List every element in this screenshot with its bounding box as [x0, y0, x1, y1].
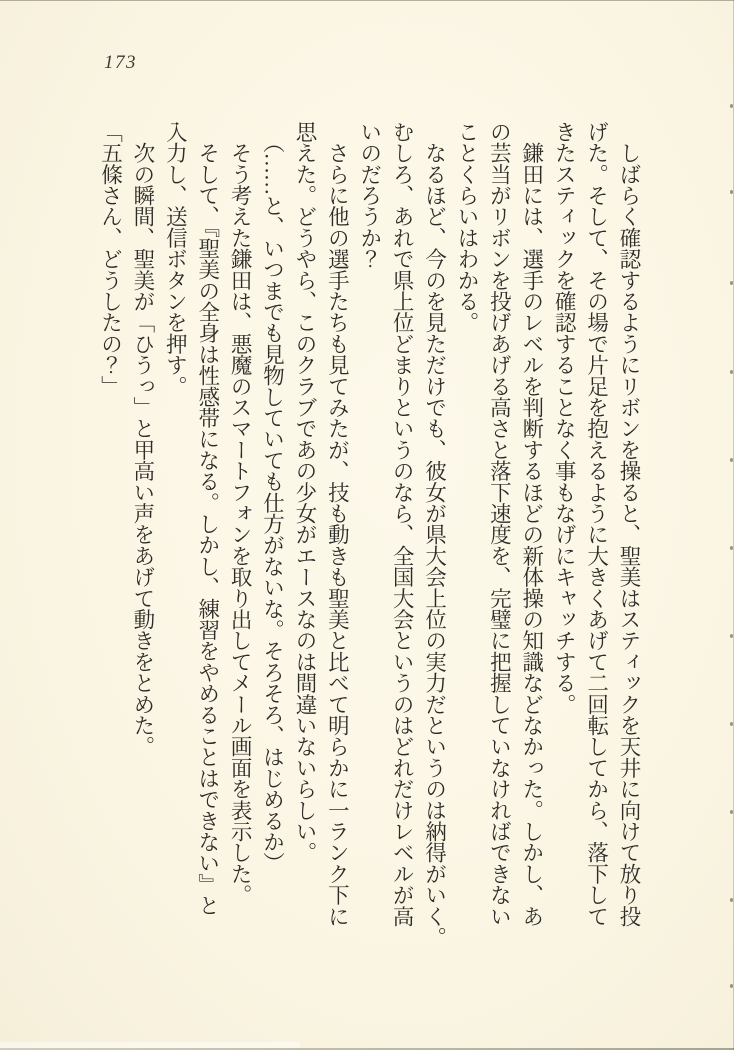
page-edge-top	[0, 0, 734, 1]
page-edge-bottom-highlight	[0, 1042, 300, 1048]
text-line: 「五條さん、どうしたの？」	[98, 121, 123, 397]
body-text	[94, 121, 645, 953]
text-line: さらに他の選手たちも見てみたが、技も動きも聖美と比べて明らかに一ランク下に	[325, 121, 350, 927]
text-line: 思えた。どうやら、このクラブであの少女がエースなのは間違いないらしい。	[292, 121, 317, 864]
text-line: しばらく確認するようにリボンを操ると、聖美はスティックを天井に向けて放り投	[617, 121, 641, 927]
binding-speck	[730, 190, 733, 194]
text-line: そして、『聖美の全身は性感帯になる。しかし、練習をやめることはできない』と	[195, 121, 220, 916]
binding-speck	[730, 104, 733, 108]
text-line: （……と、いつまでも見物していても仕方がないな。そろそろ、はじめるか）	[260, 121, 285, 874]
text-line: きたスティックを確認することなく事もなげにキャッチする。	[552, 121, 577, 715]
text-line: なるほど、今のを見ただけでも、彼女が県大会上位の実力だというのは納得がいく。	[422, 121, 447, 948]
text-line: 次の瞬間、聖美が「ひうっ」と甲高い声をあげて動きをとめた。	[130, 121, 155, 758]
page-number: 173	[104, 52, 137, 73]
binding-speck	[730, 281, 733, 285]
text-line: いのだろうか？	[357, 121, 382, 270]
binding-speck	[730, 984, 733, 988]
binding-speck	[730, 722, 733, 726]
text-line: そう考えた鎌田は、悪魔のスマートフォンを取り出してメール画面を表示した。	[228, 121, 253, 906]
binding-speck	[730, 546, 733, 550]
text-line: げた。そして、その場で片足を抱えるように大きくあげて二回転してから、落下して	[584, 121, 609, 927]
text-line: 入力し、送信ボタンを押す。	[163, 121, 188, 397]
binding-speck	[730, 370, 733, 374]
text-line: の芸当がリボンを投げあげる高さと落下速度を、完璧に把握していなければできない	[487, 121, 512, 927]
text-line: ことくらいはわかる。	[454, 121, 479, 334]
binding-speck	[730, 634, 733, 638]
binding-speck	[730, 898, 733, 902]
text-line: むしろ、あれで県上位どまりというのなら、全国大会というのはどれだけレベルが高	[390, 121, 415, 927]
binding-speck	[730, 458, 733, 462]
binding-speck	[730, 810, 733, 814]
text-line: 鎌田には、選手のレベルを判断するほどの新体操の知識などなかった。しかし、あ	[519, 121, 544, 927]
